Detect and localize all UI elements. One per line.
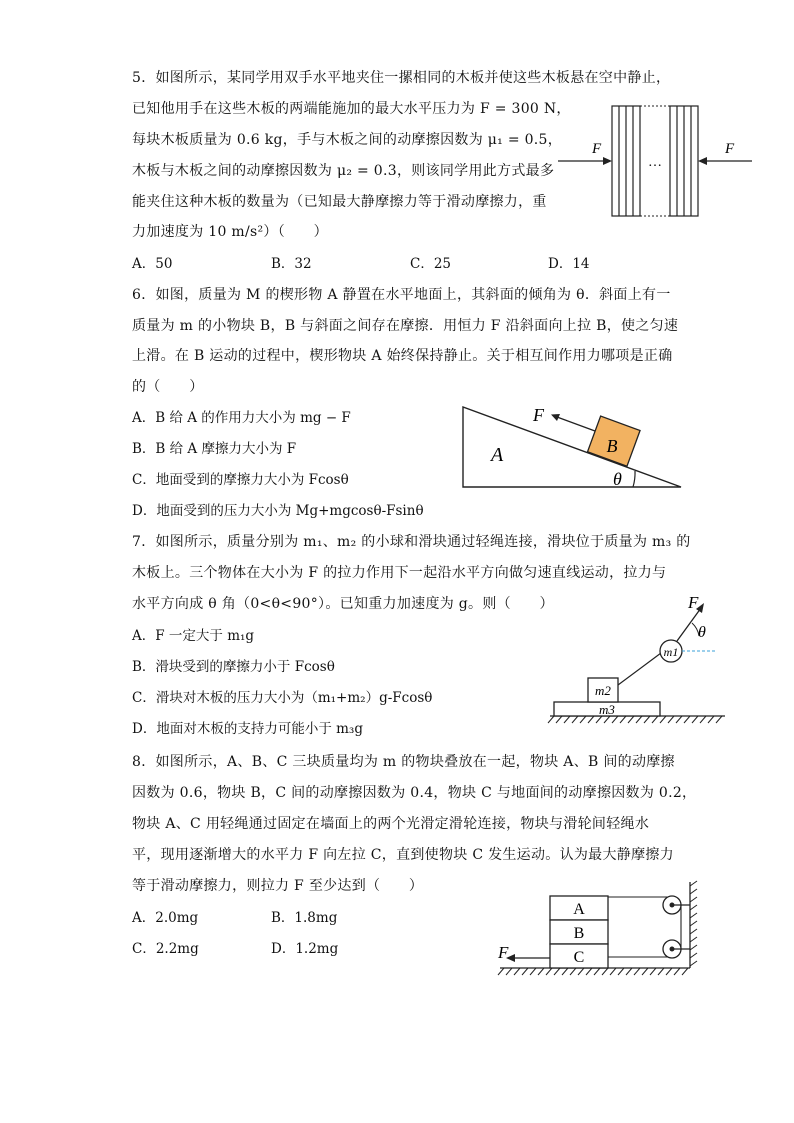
q6-line-2: 质量为 m 的小物块 B，B 与斜面之间存在摩擦．用恒力 F 沿斜面向上拉 B，使之匀速 — [132, 318, 679, 334]
q7-option-d[interactable]: D．地面对木板的支持力可能小于 m₃g — [132, 721, 363, 737]
q6-block-b-label: B — [606, 436, 618, 456]
q7-board-label: m3 — [599, 702, 615, 717]
q5-ellipsis-label: … — [648, 155, 662, 170]
q8-line-2: 因数为 0.6，物块 B，C 间的动摩擦因数为 0.4，物块 C 与地面间的动摩擦因数为 0.2， — [132, 785, 697, 801]
q8-figure-pulley-blocks — [490, 878, 710, 983]
q8-block-c-label: C — [573, 949, 585, 966]
q7-option-a[interactable]: A．F 一定大于 m₁g — [132, 628, 255, 644]
q5-option-c[interactable]: C．25 — [410, 256, 452, 272]
q7-line-1: 7．如图所示，质量分别为 m₁、m₂ 的小球和滑块通过轻绳连接，滑块位于质量为 m₃ 的 — [132, 534, 691, 550]
q8-option-d[interactable]: D．1.2mg — [271, 941, 339, 957]
q6-figure-wedge — [455, 395, 690, 495]
q6-option-a[interactable]: A．B 给 A 的作用力大小为 mg − F — [132, 410, 351, 426]
q8-line-1: 8．如图所示，A、B、C 三块质量均为 m 的物块叠放在一起，物块 A、B 间的动摩擦 — [132, 754, 675, 770]
q8-force-label: F — [498, 943, 509, 962]
q7-figure-ball-slider-board — [540, 592, 740, 727]
q7-option-c[interactable]: C．滑块对木板的压力大小为（m₁+m₂）g-Fcosθ — [132, 690, 433, 706]
q6-line-3: 上滑。在 B 运动的过程中，楔形物块 A 始终保持静止。关于相互间作用力哪项是正确 — [132, 348, 673, 364]
q7-option-b[interactable]: B．滑块受到的摩擦力小于 Fcosθ — [132, 659, 335, 675]
q8-line-4: 平，现用逐渐增大的水平力 F 向左拉 C，直到使物块 C 发生运动。认为最大静摩擦力 — [132, 847, 674, 863]
q5-line-4: 木板与木板之间的动摩擦因数为 μ₂ = 0.3，则该同学用此方式最多 — [132, 163, 555, 179]
q6-line-1: 6．如图，质量为 M 的楔形物 A 静置在水平地面上，其斜面的倾角为 θ．斜面上有一 — [132, 287, 671, 303]
q8-option-c[interactable]: C．2.2mg — [132, 941, 199, 957]
q5-figure-plank-stack — [550, 98, 760, 223]
q6-line-4: 的（ ） — [132, 379, 204, 395]
q8-block-b-label: B — [573, 925, 585, 942]
q7-force-label: F — [688, 593, 699, 612]
q6-wedge-label: A — [491, 444, 504, 466]
q6-option-b[interactable]: B．B 给 A 摩擦力大小为 F — [132, 441, 297, 457]
q6-angle-label: θ — [613, 469, 622, 489]
q8-option-b[interactable]: B．1.8mg — [271, 910, 338, 926]
q5-option-a[interactable]: A．50 — [132, 256, 173, 272]
q7-slider-label: m2 — [595, 683, 611, 698]
q8-line-3: 物块 A、C 用轻绳通过固定在墙面上的两个光滑定滑轮连接，物块与滑轮间轻绳水 — [132, 816, 650, 832]
q8-block-a-label: A — [573, 901, 585, 918]
q5-option-d[interactable]: D．14 — [548, 256, 590, 272]
q6-force-label: F — [533, 405, 544, 425]
q7-ball-label: m1 — [663, 645, 679, 659]
q8-option-a[interactable]: A．2.0mg — [132, 910, 199, 926]
q5-line-1: 5．如图所示，某同学用双手水平地夹住一摞相同的木板并使这些木板悬在空中静止， — [132, 70, 671, 86]
q5-option-b[interactable]: B．32 — [271, 256, 312, 272]
q5-force-right-label: F — [725, 141, 735, 157]
q5-line-3: 每块木板质量为 0.6 kg，手与木板之间的动摩擦因数为 μ₁ = 0.5， — [132, 132, 563, 148]
q7-line-2: 木板上。三个物体在大小为 F 的拉力作用下一起沿水平方向做匀速直线运动，拉力与 — [132, 565, 667, 581]
q5-line-2: 已知他用手在这些木板的两端能施加的最大水平压力为 F = 300 N， — [132, 101, 571, 117]
q7-line-3: 水平方向成 θ 角（0<θ<90°）。已知重力加速度为 g。则（ ） — [132, 596, 554, 612]
q6-option-d[interactable]: D．地面受到的压力大小为 Mg+mgcosθ-Fsinθ — [132, 503, 424, 519]
q6-option-c[interactable]: C．地面受到的摩擦力大小为 Fcosθ — [132, 472, 349, 488]
q5-line-5: 能夹住这种木板的数量为（已知最大静摩擦力等于滑动摩擦力，重 — [132, 194, 547, 210]
q5-force-left-label: F — [592, 141, 602, 157]
q8-line-5: 等于滑动摩擦力，则拉力 F 至少达到（ ） — [132, 878, 424, 894]
q5-line-6: 力加速度为 10 m/s²）（ ） — [132, 224, 328, 240]
q7-angle-label: θ — [698, 624, 706, 641]
